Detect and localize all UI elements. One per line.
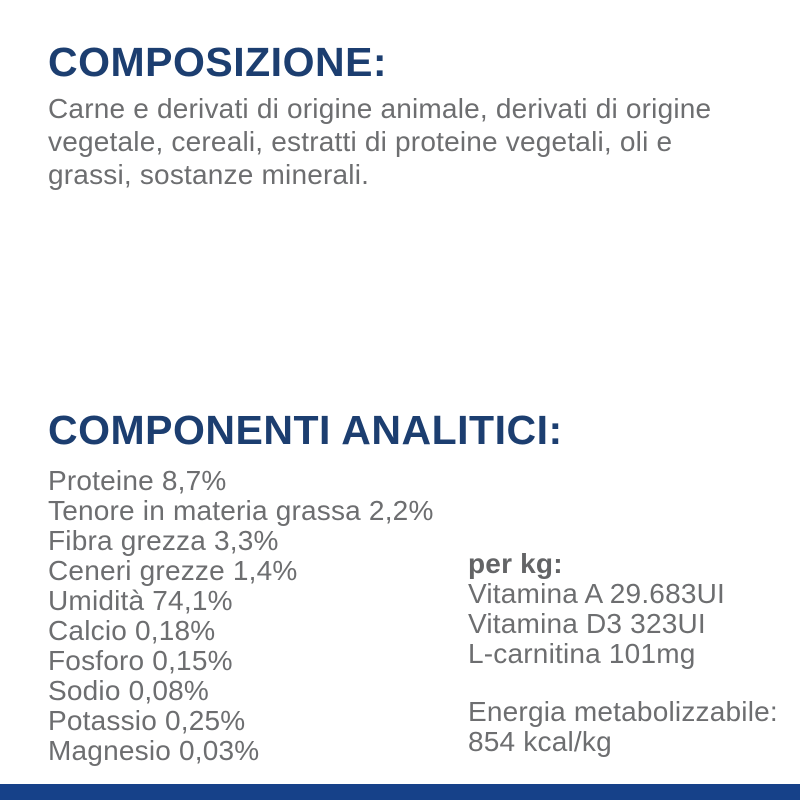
metabolizable-energy xyxy=(468,697,778,757)
composition-text: Carne e derivati di origine animale, derivati di origine vegetale, cereali, estratti di proteine vegetali, oli e grassi, sostanze minerali. xyxy=(48,93,712,190)
composition-heading: COMPOSIZIONE: xyxy=(48,39,388,85)
per-kg-column xyxy=(468,549,778,757)
component-item: Umidità 74,1% xyxy=(48,585,233,616)
component-item: Fibra grezza 3,3% xyxy=(48,525,279,556)
per-kg-label: per kg: xyxy=(468,548,563,579)
footer-bar xyxy=(0,784,800,800)
component-item: Tenore in materia grassa 2,2% xyxy=(48,495,434,526)
energy-label: Energia metabolizzabile: xyxy=(468,696,778,727)
component-item: Ceneri grezze 1,4% xyxy=(48,555,298,586)
per-kg-item: L-carnitina 101mg xyxy=(468,638,696,669)
component-item: Sodio 0,08% xyxy=(48,675,209,706)
energy-value: 854 kcal/kg xyxy=(468,726,612,757)
analytical-components-heading: COMPONENTI ANALITICI: xyxy=(48,407,563,453)
component-item: Potassio 0,25% xyxy=(48,705,246,736)
component-item: Magnesio 0,03% xyxy=(48,735,260,766)
analytical-components-list xyxy=(48,466,434,766)
component-item: Proteine 8,7% xyxy=(48,465,227,496)
per-kg-item: Vitamina A 29.683UI xyxy=(468,578,726,609)
component-item: Calcio 0,18% xyxy=(48,615,216,646)
component-item: Fosforo 0,15% xyxy=(48,645,233,676)
per-kg-item: Vitamina D3 323UI xyxy=(468,608,706,639)
